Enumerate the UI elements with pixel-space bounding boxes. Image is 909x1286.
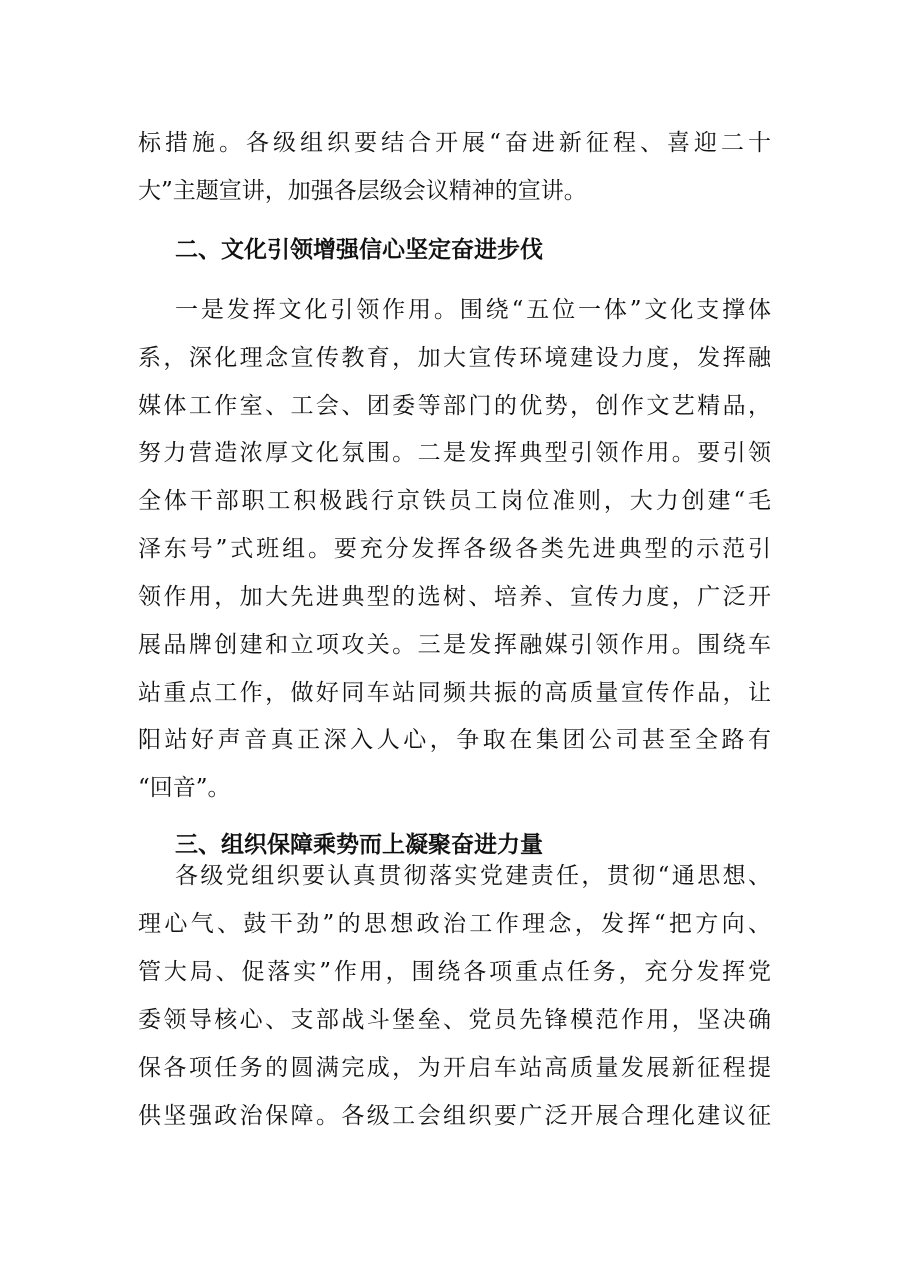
paragraph-line: “回音”。: [138, 775, 231, 801]
paragraph-line: 标措施。各级组织要结合开展“奋进新征程、喜迎二十: [138, 130, 771, 156]
paragraph-line: 大”主题宣讲，加强各层级会议精神的宣讲。: [138, 178, 587, 204]
paragraph-line: 理心气、鼓干劲”的思想政治工作理念，发挥“把方向、: [138, 911, 771, 937]
paragraph-line: 努力营造浓厚文化氛围。二是发挥典型引领作用。要引领: [138, 440, 771, 466]
paragraph-line: 阳站好声音真正深入人心，争取在集团公司甚至全路有: [138, 727, 771, 753]
section-heading-3: 三、组织保障乘势而上凝聚奋进力量: [175, 832, 543, 858]
paragraph-line: 保各项任务的圆满完成，为开启车站高质量发展新征程提: [138, 1055, 771, 1081]
paragraph-line: 领作用，加大先进典型的选树、培养、宣传力度，广泛开: [138, 584, 771, 610]
paragraph-line: 供坚强政治保障。各级工会组织要广泛开展合理化建议征: [138, 1103, 771, 1129]
section-heading-2: 二、文化引领增强信心坚定奋进步伐: [175, 237, 543, 263]
paragraph-line: 站重点工作，做好同车站同频共振的高质量宣传作品，让: [138, 680, 771, 706]
paragraph-line: 委领导核心、支部战斗堡垒、党员先锋模范作用，坚决确: [138, 1007, 771, 1033]
paragraph-line: 一是发挥文化引领作用。围绕“五位一体”文化支撑体: [175, 297, 771, 323]
paragraph-line: 各级党组织要认真贯彻落实党建责任，贯彻“通思想、: [175, 863, 771, 889]
paragraph-line: 全体干部职工积极践行京铁员工岗位准则，大力创建“毛: [138, 488, 771, 514]
paragraph-line: 媒体工作室、工会、团委等部门的优势，创作文艺精品，: [138, 393, 771, 419]
paragraph-line: 系，深化理念宣传教育，加大宣传环境建设力度，发挥融: [138, 345, 771, 371]
paragraph-line: 泽东号”式班组。要充分发挥各级各类先进典型的示范引: [138, 536, 771, 562]
paragraph-line: 展品牌创建和立项攻关。三是发挥融媒引领作用。围绕车: [138, 632, 771, 658]
paragraph-line: 管大局、促落实”作用，围绕各项重点任务，充分发挥党: [138, 959, 771, 985]
